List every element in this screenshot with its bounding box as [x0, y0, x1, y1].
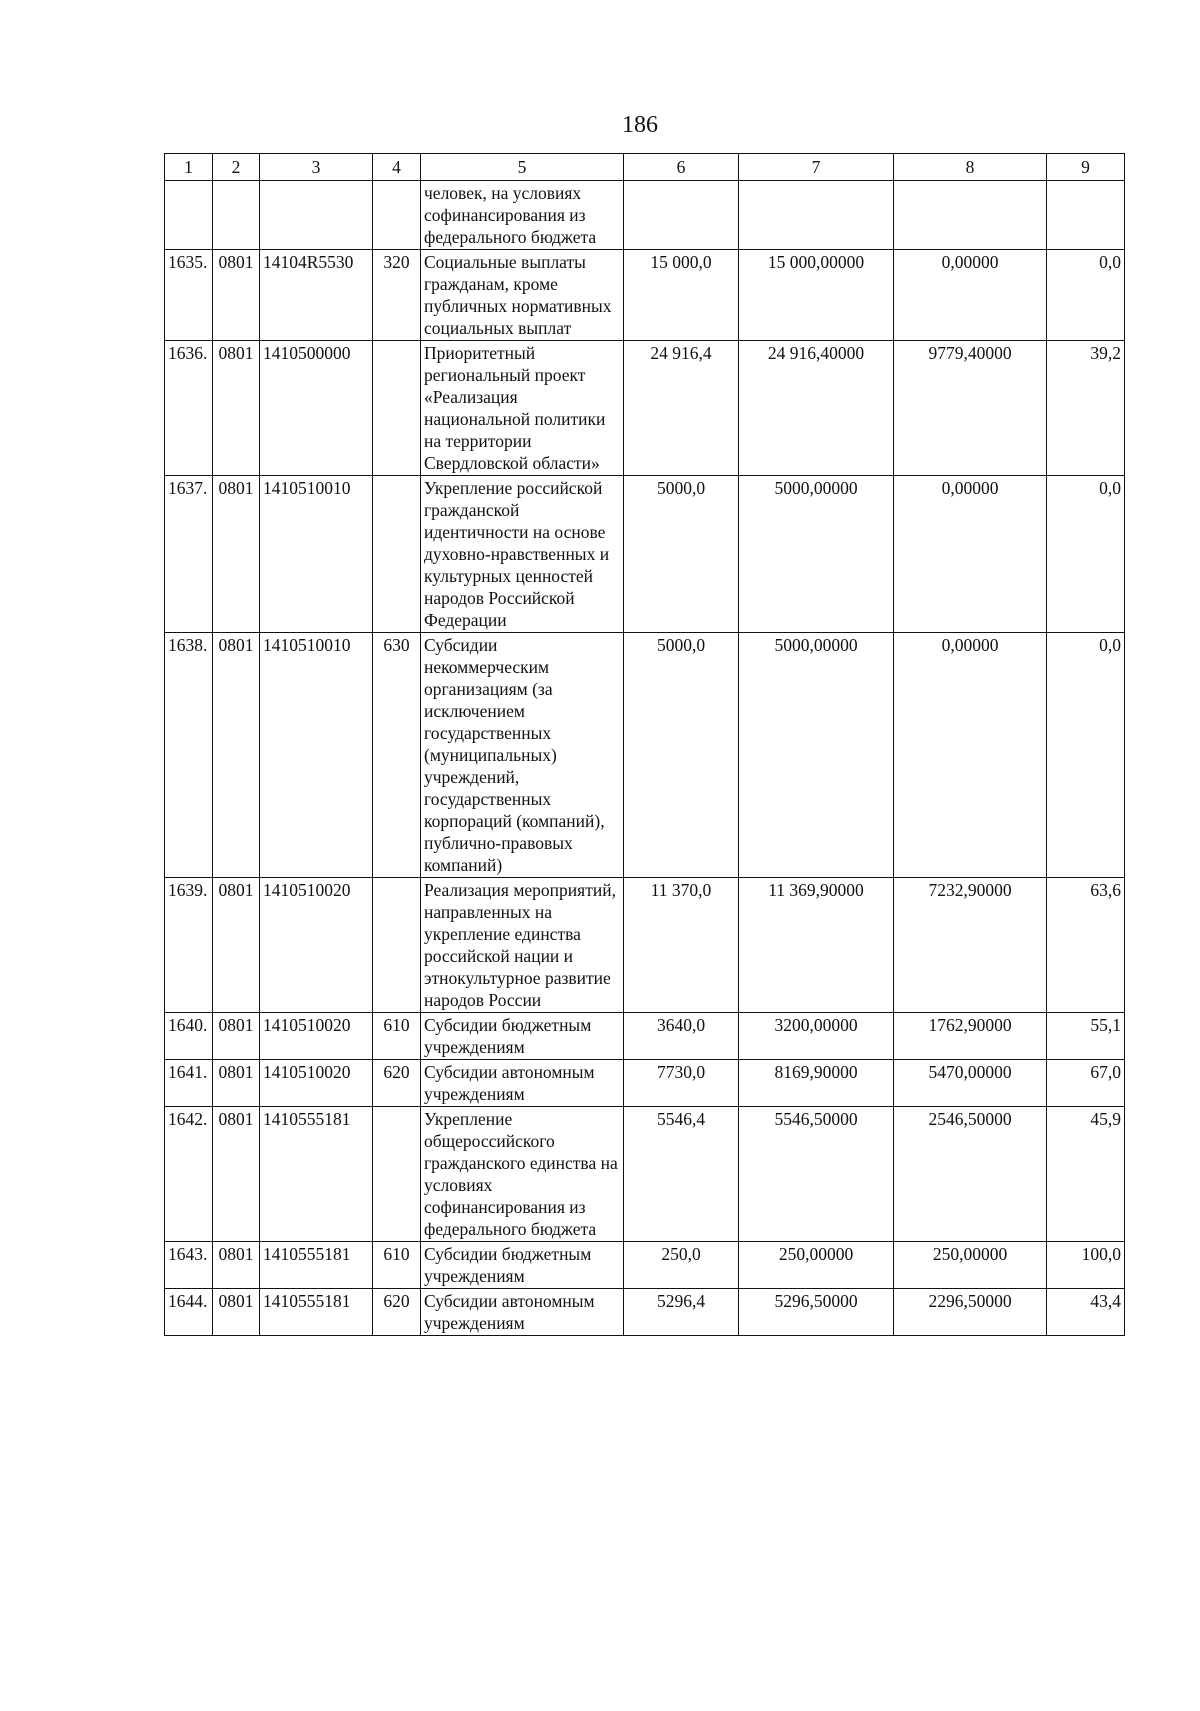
section-code-cell: 0801 — [213, 476, 260, 633]
approved-amount-cell — [739, 181, 894, 250]
section-code-cell: 0801 — [213, 250, 260, 341]
expense-type-cell: 620 — [373, 1060, 421, 1107]
target-code-cell: 1410510020 — [260, 1013, 373, 1060]
plan-amount-cell: 7730,0 — [624, 1060, 739, 1107]
expense-type-cell: 610 — [373, 1013, 421, 1060]
percent-cell: 55,1 — [1047, 1013, 1125, 1060]
plan-amount-cell: 5296,4 — [624, 1289, 739, 1336]
target-code-cell — [260, 181, 373, 250]
percent-cell: 45,9 — [1047, 1107, 1125, 1242]
table-row — [165, 633, 1125, 878]
target-code-cell: 1410510020 — [260, 878, 373, 1013]
target-code-cell: 14104R5530 — [260, 250, 373, 341]
table-row — [165, 1013, 1125, 1060]
section-code-cell: 0801 — [213, 341, 260, 476]
executed-amount-cell: 250,00000 — [894, 1242, 1047, 1289]
executed-amount-cell: 1762,90000 — [894, 1013, 1047, 1060]
table-row — [165, 341, 1125, 476]
header-cell: 5 — [421, 154, 624, 181]
approved-amount-cell: 5546,50000 — [739, 1107, 894, 1242]
description-cell: Субсидии автономным учреждениям — [421, 1060, 624, 1107]
row-number-cell: 1636. — [165, 341, 213, 476]
plan-amount-cell: 15 000,0 — [624, 250, 739, 341]
approved-amount-cell: 8169,90000 — [739, 1060, 894, 1107]
executed-amount-cell: 9779,40000 — [894, 341, 1047, 476]
budget-table — [164, 153, 1125, 1336]
expense-type-cell: 320 — [373, 250, 421, 341]
description-cell: человек, на условиях софинансирования из федерального бюджета — [421, 181, 624, 250]
target-code-cell: 1410510020 — [260, 1060, 373, 1107]
table-row — [165, 1289, 1125, 1336]
description-cell: Социальные выплаты гражданам, кроме публичных нормативных социальных выплат — [421, 250, 624, 341]
table-row — [165, 1107, 1125, 1242]
approved-amount-cell: 15 000,00000 — [739, 250, 894, 341]
percent-cell: 0,0 — [1047, 250, 1125, 341]
row-number-cell: 1642. — [165, 1107, 213, 1242]
section-code-cell: 0801 — [213, 1013, 260, 1060]
target-code-cell: 1410510010 — [260, 476, 373, 633]
percent-cell: 0,0 — [1047, 476, 1125, 633]
description-cell: Реализация мероприятий, направленных на укрепление единства российской нации и этнокультурное развитие народов России — [421, 878, 624, 1013]
section-code-cell — [213, 181, 260, 250]
table-row — [165, 181, 1125, 250]
percent-cell: 43,4 — [1047, 1289, 1125, 1336]
approved-amount-cell: 11 369,90000 — [739, 878, 894, 1013]
table-row — [165, 878, 1125, 1013]
plan-amount-cell: 11 370,0 — [624, 878, 739, 1013]
section-code-cell: 0801 — [213, 1060, 260, 1107]
executed-amount-cell: 0,00000 — [894, 633, 1047, 878]
percent-cell: 67,0 — [1047, 1060, 1125, 1107]
executed-amount-cell — [894, 181, 1047, 250]
table-row — [165, 1060, 1125, 1107]
executed-amount-cell: 7232,90000 — [894, 878, 1047, 1013]
target-code-cell: 1410555181 — [260, 1107, 373, 1242]
header-cell: 4 — [373, 154, 421, 181]
header-cell: 8 — [894, 154, 1047, 181]
expense-type-cell — [373, 341, 421, 476]
approved-amount-cell: 250,00000 — [739, 1242, 894, 1289]
row-number-cell: 1639. — [165, 878, 213, 1013]
description-cell: Субсидии автономным учреждениям — [421, 1289, 624, 1336]
section-code-cell: 0801 — [213, 878, 260, 1013]
executed-amount-cell: 0,00000 — [894, 250, 1047, 341]
row-number-cell: 1637. — [165, 476, 213, 633]
executed-amount-cell: 2546,50000 — [894, 1107, 1047, 1242]
target-code-cell: 1410500000 — [260, 341, 373, 476]
description-cell: Укрепление российской гражданской идентичности на основе духовно-нравственных и культурных ценностей народов Российской Федерации — [421, 476, 624, 633]
section-code-cell: 0801 — [213, 1289, 260, 1336]
percent-cell: 63,6 — [1047, 878, 1125, 1013]
row-number-cell: 1641. — [165, 1060, 213, 1107]
header-cell: 7 — [739, 154, 894, 181]
executed-amount-cell: 2296,50000 — [894, 1289, 1047, 1336]
expense-type-cell — [373, 878, 421, 1013]
row-number-cell: 1644. — [165, 1289, 213, 1336]
expense-type-cell — [373, 1107, 421, 1242]
expense-type-cell — [373, 476, 421, 633]
section-code-cell: 0801 — [213, 1107, 260, 1242]
percent-cell: 100,0 — [1047, 1242, 1125, 1289]
table-row — [165, 1242, 1125, 1289]
row-number-cell: 1643. — [165, 1242, 213, 1289]
executed-amount-cell: 0,00000 — [894, 476, 1047, 633]
description-cell: Укрепление общероссийского гражданского единства на условиях софинансирования из федерального бюджета — [421, 1107, 624, 1242]
plan-amount-cell: 250,0 — [624, 1242, 739, 1289]
header-cell: 6 — [624, 154, 739, 181]
plan-amount-cell: 5000,0 — [624, 633, 739, 878]
executed-amount-cell: 5470,00000 — [894, 1060, 1047, 1107]
description-cell: Субсидии бюджетным учреждениям — [421, 1242, 624, 1289]
plan-amount-cell: 24 916,4 — [624, 341, 739, 476]
section-code-cell: 0801 — [213, 1242, 260, 1289]
approved-amount-cell: 3200,00000 — [739, 1013, 894, 1060]
row-number-cell — [165, 181, 213, 250]
expense-type-cell: 630 — [373, 633, 421, 878]
approved-amount-cell: 5000,00000 — [739, 633, 894, 878]
target-code-cell: 1410555181 — [260, 1242, 373, 1289]
header-cell: 1 — [165, 154, 213, 181]
header-cell: 2 — [213, 154, 260, 181]
description-cell: Субсидии некоммерческим организациям (за исключением государственных (муниципальных) учреждений, государственных корпораций (компаний), публично-правовых компаний) — [421, 633, 624, 878]
page-number: 186 — [622, 112, 658, 138]
approved-amount-cell: 5296,50000 — [739, 1289, 894, 1336]
table-row — [165, 250, 1125, 341]
row-number-cell: 1635. — [165, 250, 213, 341]
approved-amount-cell: 24 916,40000 — [739, 341, 894, 476]
percent-cell: 39,2 — [1047, 341, 1125, 476]
row-number-cell: 1638. — [165, 633, 213, 878]
target-code-cell: 1410510010 — [260, 633, 373, 878]
plan-amount-cell: 5546,4 — [624, 1107, 739, 1242]
expense-type-cell: 620 — [373, 1289, 421, 1336]
plan-amount-cell: 5000,0 — [624, 476, 739, 633]
target-code-cell: 1410555181 — [260, 1289, 373, 1336]
header-cell: 3 — [260, 154, 373, 181]
description-cell: Приоритетный региональный проект «Реализация национальной политики на территории Свердловской области» — [421, 341, 624, 476]
row-number-cell: 1640. — [165, 1013, 213, 1060]
approved-amount-cell: 5000,00000 — [739, 476, 894, 633]
description-cell: Субсидии бюджетным учреждениям — [421, 1013, 624, 1060]
percent-cell — [1047, 181, 1125, 250]
table-row — [165, 476, 1125, 633]
header-row — [165, 154, 1125, 181]
expense-type-cell: 610 — [373, 1242, 421, 1289]
expense-type-cell — [373, 181, 421, 250]
header-cell: 9 — [1047, 154, 1125, 181]
plan-amount-cell — [624, 181, 739, 250]
percent-cell: 0,0 — [1047, 633, 1125, 878]
section-code-cell: 0801 — [213, 633, 260, 878]
plan-amount-cell: 3640,0 — [624, 1013, 739, 1060]
